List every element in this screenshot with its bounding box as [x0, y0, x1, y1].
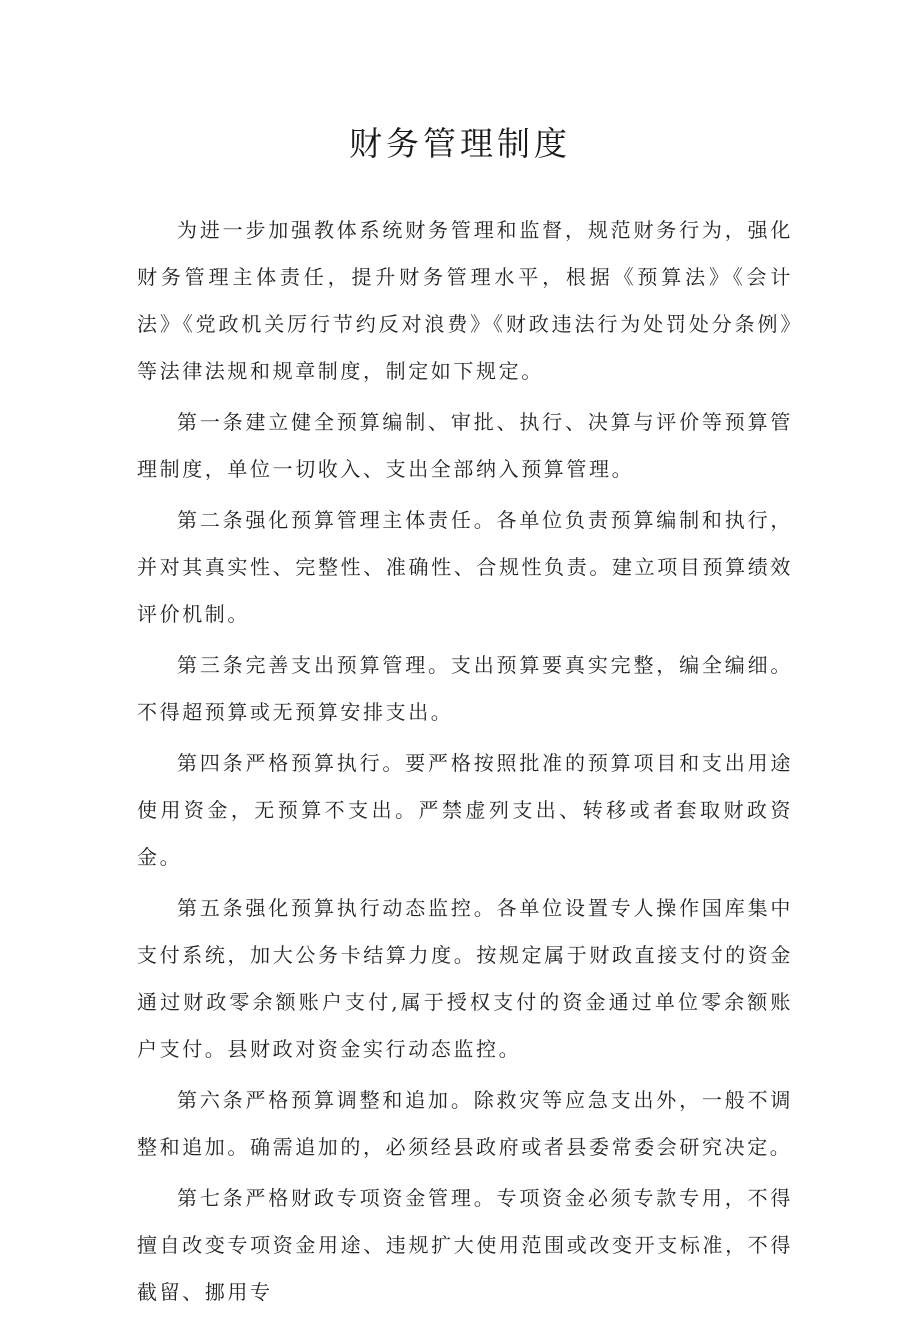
document-title: 财务管理制度 — [349, 124, 571, 163]
paragraph-article-1: 第一条建立健全预算编制、审批、执行、决算与评价等预算管理制度，单位一切收入、支出全部纳入预算管理。 — [137, 410, 793, 481]
paragraph-article-7: 第七条严格财政专项资金管理。专项资金必须专款专用，不得擅自改变专项资金用途、违规扩大使用范围或改变开支标准，不得截留、挪用专 — [137, 1186, 793, 1304]
document-body — [137, 207, 793, 1320]
paragraph-intro: 为进一步加强教体系统财务管理和监督，规范财务行为，强化财务管理主体责任，提升财务管理水平，根据《预算法》《会计法》《党政机关厉行节约反对浪费》《财政违法行为处罚处分条例》等法律法规和规章制度，制定如下规定。 — [137, 218, 793, 383]
paragraph-article-4: 第四条严格预算执行。要严格按照批准的预算项目和支出用途使用资金，无预算不支出。严禁虚列支出、转移或者套取财政资金。 — [137, 751, 793, 869]
paragraph-article-6: 第六条严格预算调整和追加。除救灾等应急支出外，一般不调整和追加。确需追加的，必须经县政府或者县委常委会研究决定。 — [137, 1088, 793, 1159]
paragraph-article-5: 第五条强化预算执行动态监控。各单位设置专人操作国库集中支付系统，加大公务卡结算力度。按规定属于财政直接支付的资金通过财政零余额账户支付,属于授权支付的资金通过单位零余额账户支付。县财政对资金实行动态监控。 — [137, 896, 793, 1061]
paragraph-article-3: 第三条完善支出预算管理。支出预算要真实完整，编全编细。不得超预算或无预算安排支出。 — [137, 653, 793, 724]
paragraph-article-2: 第二条强化预算管理主体责任。各单位负责预算编制和执行，并对其真实性、完整性、准确性、合规性负责。建立项目预算绩效评价机制。 — [137, 508, 793, 626]
